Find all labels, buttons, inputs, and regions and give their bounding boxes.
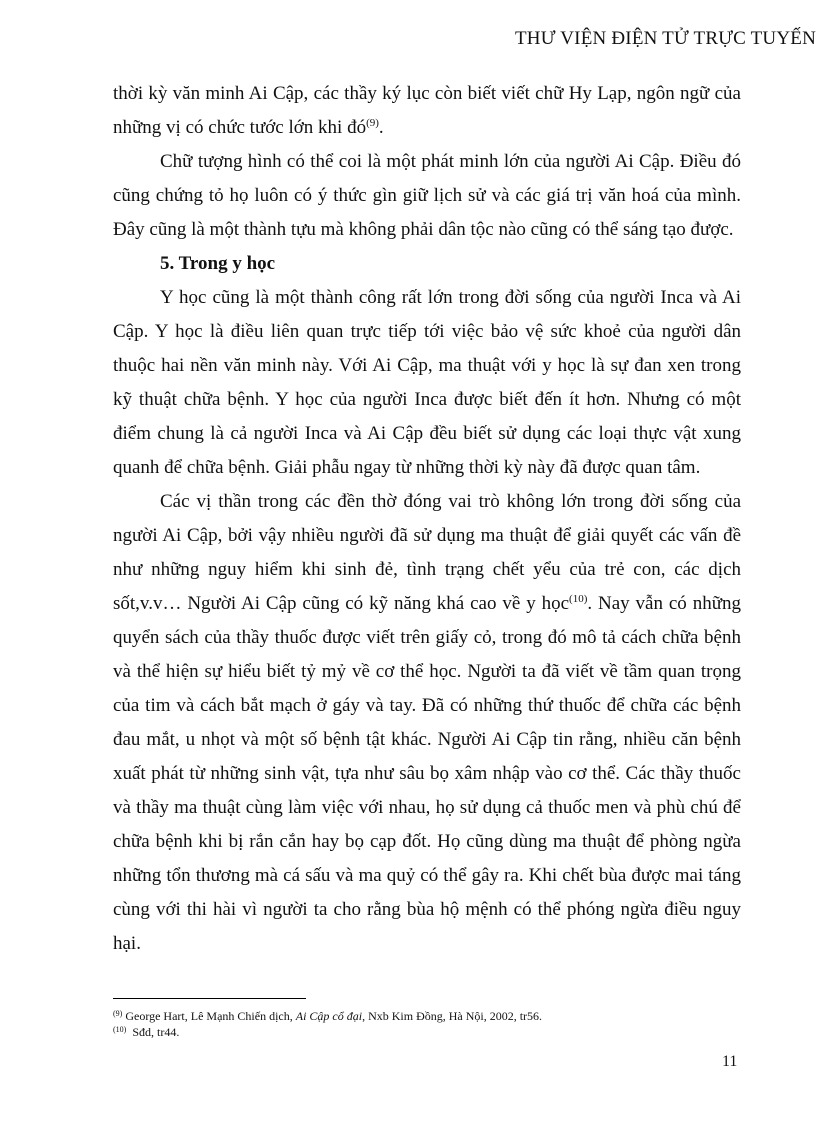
paragraph: Chữ tượng hình có thể coi là một phát minh lớn của người Ai Cập. Điều đó cũng chứng tỏ họ luôn có ý thức gìn giữ lịch sử và các giá trị văn hoá của mình. Đây cũng là một thành tựu mà không phải dân tộc nào cũng có thể sáng tạo được. [113, 151, 741, 240]
footnote-separator [113, 998, 306, 999]
footnote-ref[interactable]: (10) [569, 593, 588, 605]
footnote: $^{(10)}$ Sđd, tr44. [113, 1025, 180, 1039]
header-title: THƯ VIỆN ĐIỆN TỬ TRỰC TUYẾN [514, 28, 816, 49]
footnote: $^{(9)}$ George Hart, Lê Mạnh Chiến dịch, Ai Cập cổ đại, Nxb Kim Đồng, Hà Nội, 2002, tr56. [113, 1009, 543, 1023]
section-heading: 5. Trong y học [160, 253, 276, 274]
paragraph: Các vị thần trong các đền thờ đóng vai trò không lớn trong đời sống của người Ai Cập, bởi vậy nhiều người đã sử dụng ma thuật để giải quyết các vấn đề như những nguy hiểm khi sinh đẻ, tình trạng chết yểu của trẻ con, các dịch sốt,v.v… Người Ai Cập cũng có kỹ năng khá cao về y học$^{(10)}$. Nay vẫn có những quyển sách của thầy thuốc được viết trên giấy cỏ, trong đó mô tả cách chữa bệnh và thể hiện sự hiểu biết tỷ mỷ về cơ thể học. Người ta đã viết về tầm quan trọng của tim và cách bắt mạch ở gáy và tay. Đã có những thứ thuốc để chữa các bệnh đau mắt, u nhọt và một số bệnh tật khác. Người Ai Cập tin rằng, nhiều căn bệnh xuất phát từ những sinh vật, tựa như sâu bọ xâm nhập vào cơ thể. Các thầy thuốc và thầy ma thuật cùng làm việc với nhau, họ sử dụng cả thuốc men và phù chú để chữa bệnh khi bị rắn cắn hay bọ cạp đốt. Họ cũng dùng ma thuật để phòng ngừa những tổn thương mà cá sấu và ma quỷ có thể gây ra. Khi chết bùa được mai táng cùng với thi hài vì người ta cho rằng bùa hộ mệnh có thể phóng ngừa điều nguy hại. [113, 491, 741, 954]
paragraph: Y học cũng là một thành công rất lớn trong đời sống của người Inca và Ai Cập. Y học là điều liên quan trực tiếp tới việc bảo vệ sức khoẻ của người dân thuộc hai nền văn minh này. Với Ai Cập, ma thuật với y học là sự đan xen trong kỹ thuật chữa bệnh. Y học của người Inca được biết đến ít hơn. Nhưng có một điểm chung là cả người Inca và Ai Cập đều biết sử dụng các loại thực vật xung quanh để chữa bệnh. Giải phẫu ngay từ những thời kỳ này đã được quan tâm. [113, 287, 741, 478]
body-text [113, 77, 741, 961]
paragraph: thời kỳ văn minh Ai Cập, các thầy ký lục còn biết viết chữ Hy Lạp, ngôn ngữ của những vị có chức tước lớn khi $đó^{(9)}$. [113, 83, 741, 138]
page-number: 11 [722, 1053, 738, 1070]
footnotes [113, 1008, 741, 1040]
footnote-book-title: Ai Cập cổ đại [295, 1009, 363, 1023]
footnote-ref[interactable]: (9) [366, 117, 379, 129]
